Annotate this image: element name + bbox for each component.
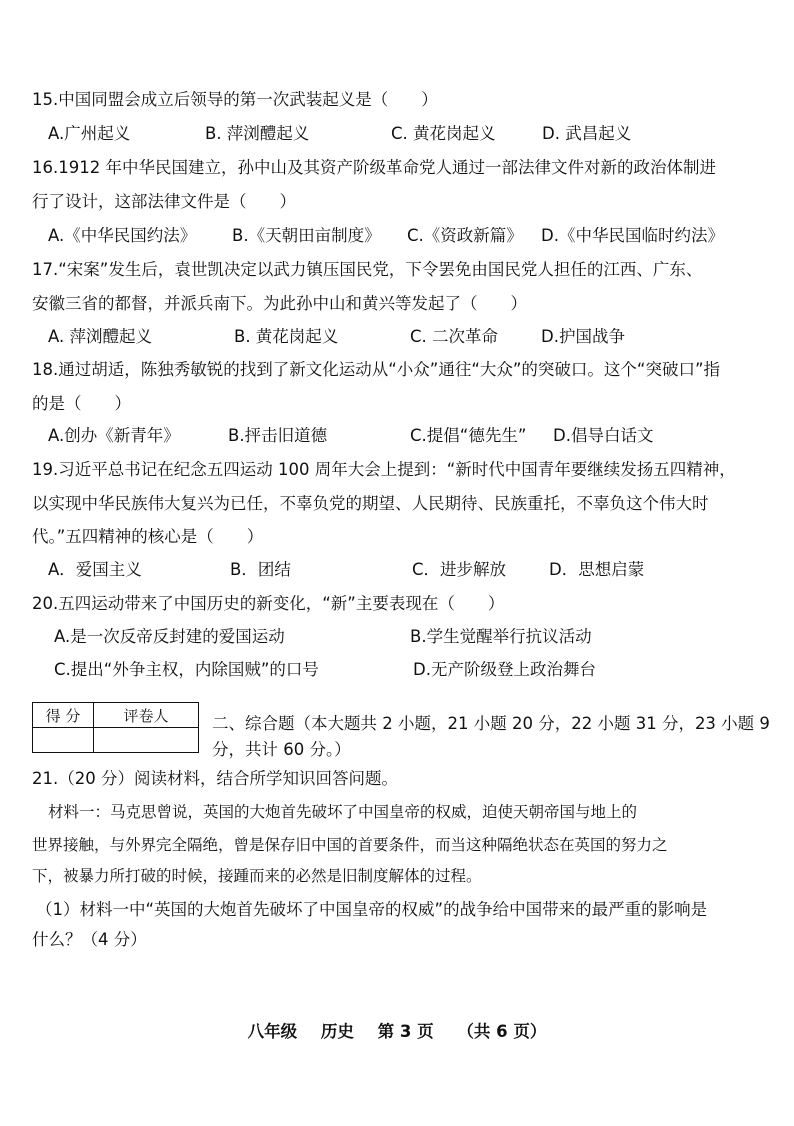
q17-option-c: C. 二次革命 xyxy=(410,327,499,346)
q18-stem-line2: 的是（ ） xyxy=(32,394,131,413)
q21-material1-line1: 材料一：马克思曾说，英国的大炮首先破坏了中国皇帝的权威，迫使天朝帝国与地上的 xyxy=(48,803,638,821)
q21-sub1-line2: 什么？（4 分） xyxy=(32,930,147,949)
q16-option-a: A.《中华民国约法》 xyxy=(48,226,197,245)
q19-option-c: C．进步解放 xyxy=(412,560,507,579)
q15-options xyxy=(0,123,794,145)
q18-option-a: A.创办《新青年》 xyxy=(48,426,180,445)
q19-option-a: A．爱国主义 xyxy=(48,560,142,579)
q19-options xyxy=(0,559,794,581)
q18-option-b: B.抨击旧道德 xyxy=(228,426,328,445)
q19-option-b: B．团结 xyxy=(230,560,291,579)
q17-option-a: A. 萍浏醴起义 xyxy=(48,327,152,346)
footer-subject: 历史 xyxy=(320,1022,354,1041)
section2-heading: 二、综合题（本大题共 2 小题，21 小题 20 分，22 小题 31 分，23 小题 9 分，共计 60 分。） xyxy=(212,714,770,759)
footer-page: 第 3 页 xyxy=(377,1022,434,1041)
page-footer xyxy=(0,1018,794,1042)
q16-options xyxy=(0,225,794,247)
q15-stem: 15.中国同盟会成立后领导的第一次武装起义是（ ） xyxy=(32,90,438,109)
q17-stem-line2: 安徽三省的都督，并派兵南下。为此孙中山和黄兴等发起了（ ） xyxy=(32,294,527,313)
q15-option-d: D. 武昌起义 xyxy=(542,124,632,143)
q17-option-d: D.护国战争 xyxy=(541,327,625,346)
q18-options xyxy=(0,425,794,447)
q20-stem: 20.五四运动带来了中国历史的新变化，“新”主要表现在（ ） xyxy=(32,594,505,613)
q21-material1-line3: 下，被暴力所打破的时候，接踵而来的必然是旧制度解体的过程。 xyxy=(32,867,482,885)
q21-intro: 21.（20 分）阅读材料，结合所学知识回答问题。 xyxy=(32,769,398,788)
q19-option-d: D．思想启蒙 xyxy=(549,560,645,579)
q16-option-b: B.《天朝田亩制度》 xyxy=(232,226,381,245)
q19-stem-line2: 以实现中华民族伟大复兴为已任，不辜负党的期望、人民期待、民族重托，不辜负这个伟大时 xyxy=(32,494,709,513)
score-label: 得 分 xyxy=(33,703,94,728)
q15-option-b: B. 萍浏醴起义 xyxy=(205,124,310,143)
q20-options-row2 xyxy=(0,659,794,681)
q20-option-a: A.是一次反帝反封建的爱国运动 xyxy=(54,627,285,646)
q18-option-d: D.倡导白话文 xyxy=(553,426,654,445)
q16-option-c: C.《资政新篇》 xyxy=(407,226,523,245)
q21-material1-line2: 世界接触，与外界完全隔绝，曾是保存旧中国的首要条件，而当这种隔绝状态在英国的努力之 xyxy=(32,836,668,854)
q15-option-a: A.广州起义 xyxy=(48,124,131,143)
q21-sub1-line1: （1）材料一中“英国的大炮首先破坏了中国皇帝的权威”的战争给中国带来的最严重的影响是 xyxy=(36,900,708,919)
q20-option-c: C.提出“外争主权，内除国贼”的口号 xyxy=(54,660,319,679)
footer-total: （共 6 页） xyxy=(457,1022,547,1041)
q17-stem-line1: 17.“宋案”发生后，袁世凯决定以武力镇压国民党，下令罢免由国民党人担任的江西、广东、 xyxy=(32,260,703,279)
footer-grade: 八年级 xyxy=(247,1022,298,1041)
q16-option-d: D.《中华民国临时约法》 xyxy=(541,226,724,245)
q16-stem-line1: 16.1912 年中华民国建立，孙中山及其资产阶级革命党人通过一部法律文件对新的政治体制进 xyxy=(32,158,716,177)
q16-stem-line2: 行了设计，这部法律文件是（ ） xyxy=(32,192,296,211)
score-cell[interactable] xyxy=(33,728,94,753)
grader-label: 评卷人 xyxy=(94,703,199,728)
q20-option-d: D.无产阶级登上政治舞台 xyxy=(413,660,596,679)
q17-option-b: B. 黄花岗起义 xyxy=(234,327,339,346)
q19-stem-line1: 19.习近平总书记在纪念五四运动 100 周年大会上提到：“新时代中国青年要继续发扬五四精神， xyxy=(32,460,736,479)
score-box xyxy=(32,702,199,753)
q18-stem-line1: 18.通过胡适，陈独秀敏锐的找到了新文化运动从“小众”通往“大众”的突破口。这个“突破口”指 xyxy=(32,360,721,379)
q20-options-row1 xyxy=(0,626,794,648)
q19-stem-line3: 代。”五四精神的核心是（ ） xyxy=(32,527,264,546)
q17-options xyxy=(0,326,794,348)
q20-option-b: B.学生觉醒举行抗议活动 xyxy=(410,627,592,646)
q18-option-c: C.提倡“德先生” xyxy=(410,426,527,445)
grader-cell[interactable] xyxy=(94,728,199,753)
q15-option-c: C. 黄花岗起义 xyxy=(391,124,496,143)
